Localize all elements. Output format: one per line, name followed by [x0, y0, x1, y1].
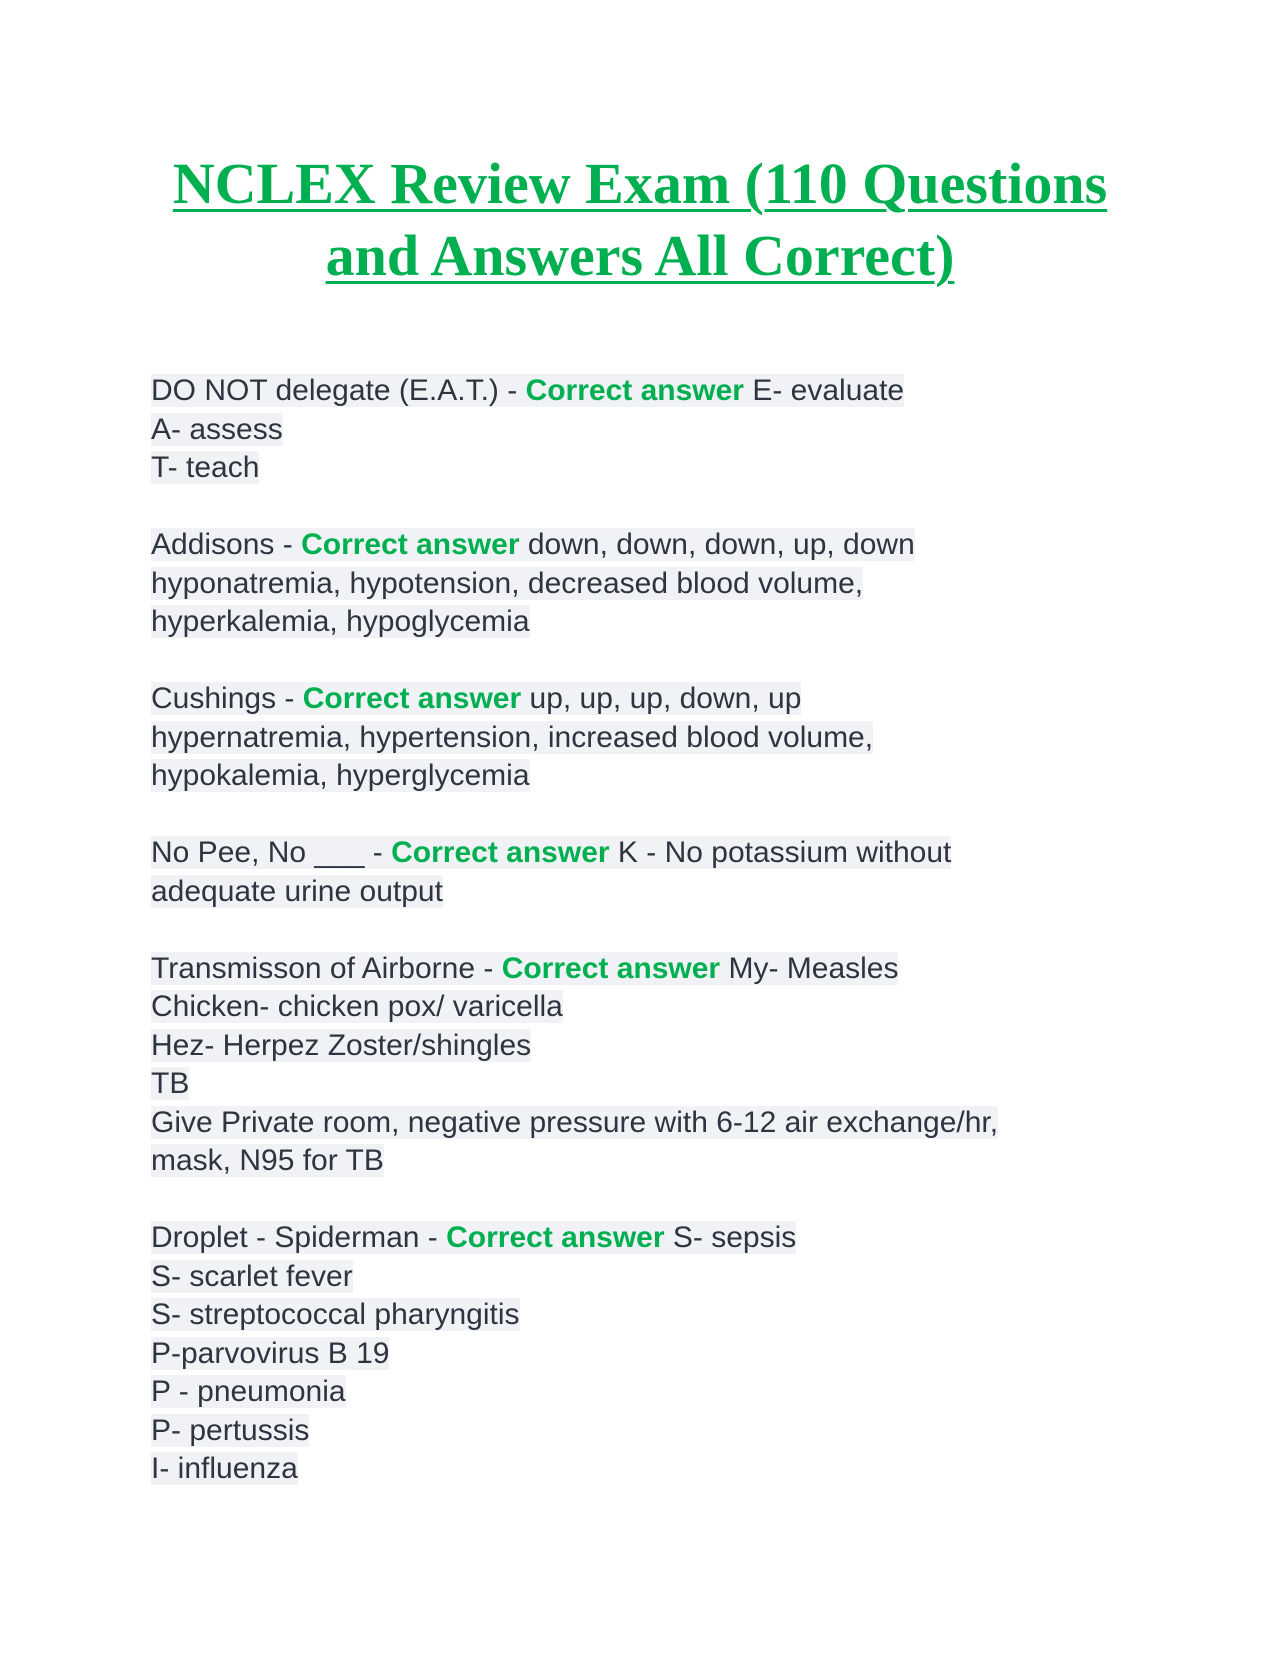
title-line-1: NCLEX Review Exam (110 Questions: [172, 151, 1108, 216]
answer-line: hypokalemia, hyperglycemia: [151, 759, 530, 792]
answer-line: T- teach: [151, 451, 260, 484]
question-text: Droplet - Spiderman -: [151, 1221, 447, 1254]
answer-text: up, up, up, down, up: [521, 682, 802, 715]
answer-line: P- pertussis: [151, 1413, 310, 1447]
answer-line: A- assess: [151, 412, 283, 446]
answer-line: adequate urine output: [151, 874, 443, 908]
answer-line: P - pneumonia: [151, 1375, 346, 1408]
qa-item: [151, 372, 1151, 488]
answer-line: hyperkalemia, hypoglycemia: [151, 605, 530, 638]
qa-item: [151, 680, 1151, 796]
qa-list: [151, 372, 1151, 1527]
answer-line: S- streptococcal pharyngitis: [151, 1298, 520, 1331]
qa-item: [151, 834, 1151, 911]
page-title: [100, 148, 1180, 292]
answer-text: down, down, down, up, down: [519, 528, 915, 561]
question-text: DO NOT delegate (E.A.T.) -: [151, 374, 526, 407]
qa-item: [151, 950, 1151, 1181]
answer-text: S- sepsis: [664, 1221, 797, 1254]
answer-text: E- evaluate: [744, 374, 905, 407]
answer-text: My- Measles: [720, 951, 899, 985]
title-line-2: and Answers All Correct): [325, 223, 955, 288]
question-text: Transmisson of Airborne -: [151, 951, 502, 985]
qa-item: [151, 526, 1151, 642]
answer-line: TB: [151, 1067, 190, 1100]
answer-line: hyponatremia, hypotension, decreased blood volume,: [151, 566, 864, 600]
correct-answer-label: Correct answer: [501, 951, 721, 985]
question-text: Addisons -: [151, 528, 302, 561]
answer-line: I- influenza: [151, 1452, 298, 1485]
answer-line: Chicken- chicken pox/ varicella: [151, 990, 563, 1023]
correct-answer-label: Correct answer: [391, 836, 610, 869]
question-text: Cushings -: [151, 682, 303, 715]
qa-item: [151, 1219, 1151, 1489]
correct-answer-label: Correct answer: [301, 528, 520, 561]
answer-line: Hez- Herpez Zoster/shingles: [151, 1028, 532, 1062]
correct-answer-label: Correct answer: [302, 682, 522, 715]
answer-line: S- scarlet fever: [151, 1259, 353, 1293]
answer-line: hypernatremia, hypertension, increased blood volume,: [151, 720, 874, 754]
answer-line: P-parvovirus B 19: [151, 1336, 390, 1370]
answer-text: K - No potassium without: [609, 836, 952, 869]
answer-line: mask, N95 for TB: [151, 1144, 384, 1177]
correct-answer-label: Correct answer: [525, 374, 744, 407]
question-text: No Pee, No ___ -: [151, 836, 392, 869]
answer-line: Give Private room, negative pressure with 6-12 air exchange/hr,: [151, 1105, 999, 1139]
correct-answer-label: Correct answer: [446, 1221, 665, 1254]
